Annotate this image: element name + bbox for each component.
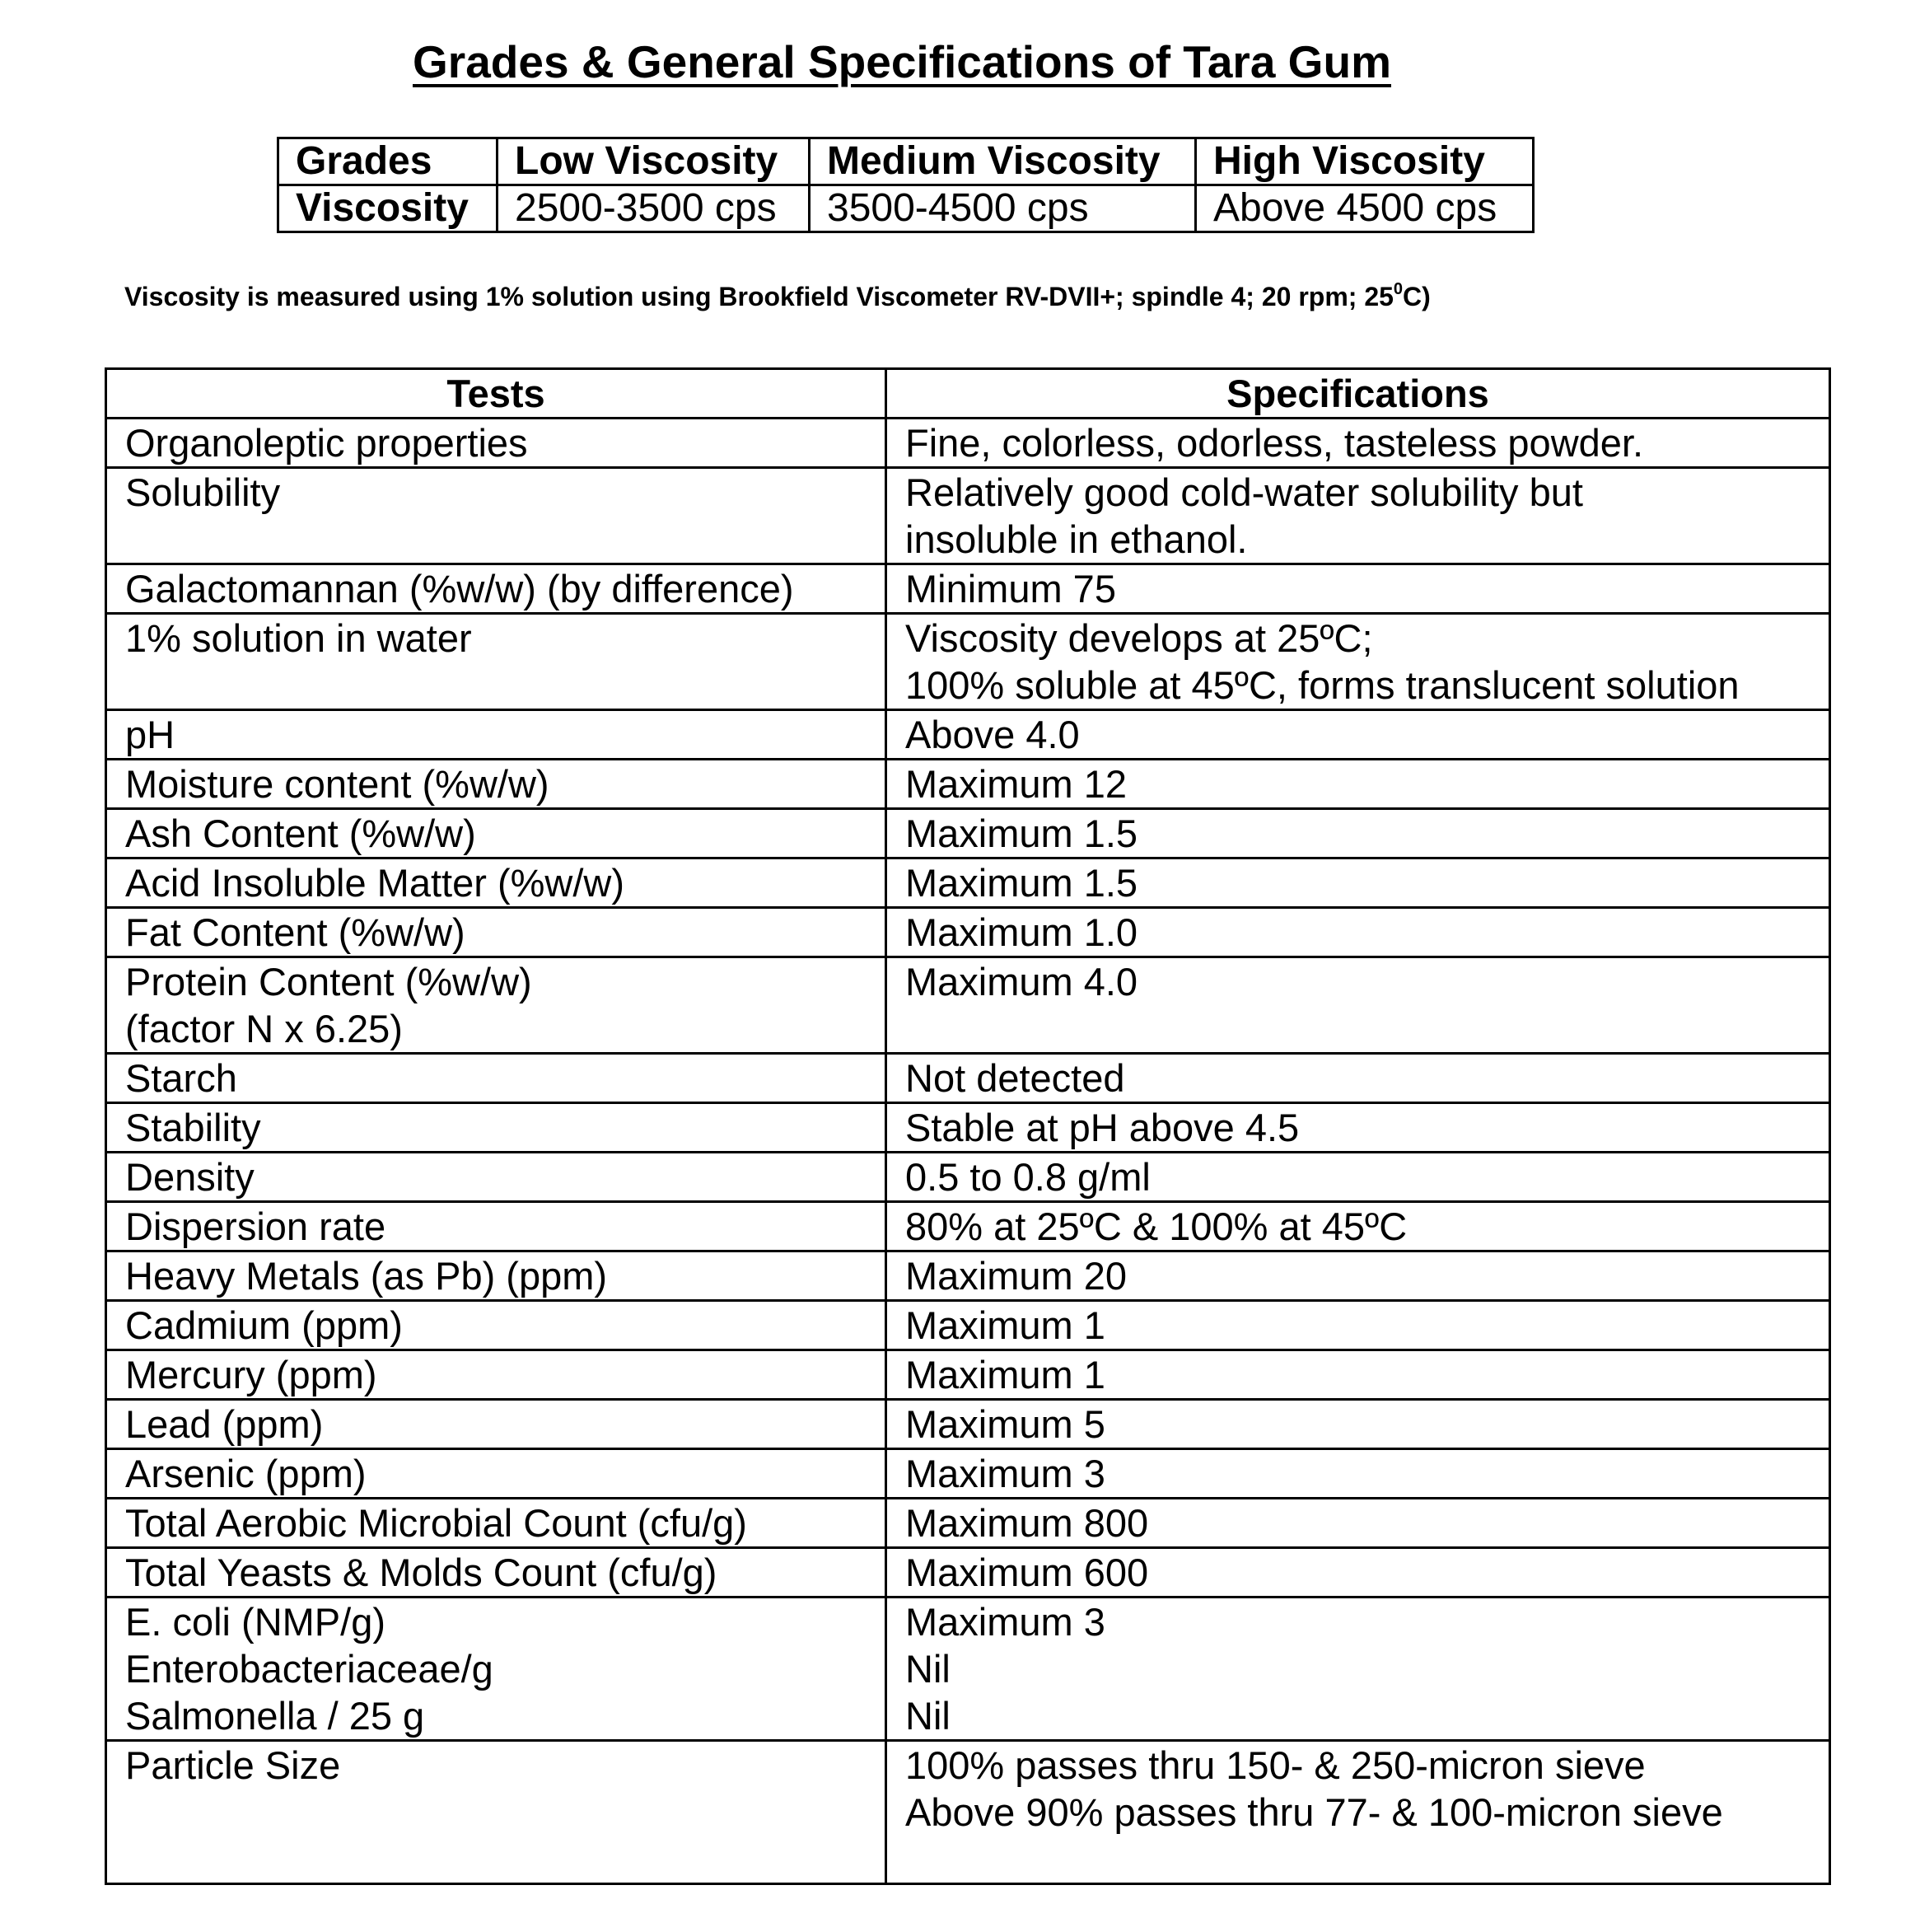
spec-cell [886, 1741, 1830, 1884]
table-row [106, 468, 1830, 564]
test-cell [106, 1400, 886, 1449]
test-cell [106, 1103, 886, 1153]
table-row [106, 1350, 1830, 1400]
spec-value: Stable at pH above 4.5 [905, 1106, 1300, 1149]
test-cell [106, 957, 886, 1054]
test-cell [106, 1350, 886, 1400]
spec-value: Viscosity develops at 25ºC; [905, 616, 1373, 660]
table-row [106, 1202, 1830, 1251]
table-row [106, 1548, 1830, 1598]
viscosity-row [278, 185, 1534, 232]
spec-cell [886, 809, 1830, 858]
test-cell [106, 1449, 886, 1499]
spec-value: Maximum 1.5 [905, 861, 1138, 905]
spec-cell [886, 1103, 1830, 1153]
table-row [106, 957, 1830, 1054]
spec-cell [886, 1449, 1830, 1499]
spec-value: Maximum 1.0 [905, 910, 1138, 954]
test-cell [106, 1741, 886, 1884]
spec-value: Nil [905, 1694, 951, 1738]
test-name: pH [125, 713, 175, 756]
spec-value: Maximum 1 [905, 1303, 1105, 1347]
test-name: Total Aerobic Microbial Count (cfu/g) [125, 1501, 747, 1545]
test-cell [106, 468, 886, 564]
test-name: Particle Size [125, 1743, 341, 1787]
test-name: Galactomannan (%w/w) (by difference) [125, 567, 794, 610]
spec-value: 100% soluble at 45ºC, forms translucent solution [905, 663, 1740, 707]
spec-value: 80% at 25ºC & 100% at 45ºC [905, 1205, 1408, 1248]
spec-header-row [106, 369, 1830, 419]
test-cell [106, 858, 886, 908]
spec-cell [886, 468, 1830, 564]
test-name: Protein Content (%w/w) [125, 960, 532, 1003]
table-row [106, 1251, 1830, 1301]
test-name: Solubility [125, 470, 281, 514]
spec-cell [886, 908, 1830, 957]
spec-value: Maximum 3 [905, 1600, 1105, 1644]
test-name: Heavy Metals (as Pb) (ppm) [125, 1254, 608, 1298]
spec-cell [886, 1153, 1830, 1202]
test-name: Organoleptic properties [125, 421, 528, 465]
viscosity-note [124, 280, 1431, 313]
spec-value: Not detected [905, 1056, 1125, 1100]
table-row [106, 710, 1830, 760]
note-superscript: 0 [1393, 280, 1404, 298]
spec-value: Above 4.0 [905, 713, 1080, 756]
test-cell [106, 1598, 886, 1741]
spec-cell [886, 1251, 1830, 1301]
test-name: Dispersion rate [125, 1205, 386, 1248]
table-row [106, 1054, 1830, 1103]
note-text: Viscosity is measured using 1% solution using Brookfield Viscometer RV-DVII+; spindle 4; 20 rpm; 25 [124, 282, 1394, 311]
viscosity-value-cell: 3500-4500 cps [810, 185, 1196, 232]
test-name: Starch [125, 1056, 237, 1100]
test-name: Total Yeasts & Molds Count (cfu/g) [125, 1551, 717, 1594]
spec-cell [886, 1499, 1830, 1548]
table-row [106, 858, 1830, 908]
test-cell [106, 419, 886, 468]
table-row [106, 1400, 1830, 1449]
grades-header-cell: Low Viscosity [498, 138, 810, 185]
spec-value: Fine, colorless, odorless, tasteless powder. [905, 421, 1644, 465]
spec-value: Nil [905, 1647, 951, 1691]
table-row [106, 614, 1830, 710]
test-name: Ash Content (%w/w) [125, 812, 476, 855]
viscosity-value-cell: Above 4500 cps [1196, 185, 1534, 232]
viscosity-label-cell: Viscosity [278, 185, 498, 232]
spec-value: Maximum 1.5 [905, 812, 1138, 855]
spec-cell [886, 1548, 1830, 1598]
table-row [106, 564, 1830, 614]
test-cell [106, 908, 886, 957]
spec-cell [886, 614, 1830, 710]
spec-value: Relatively good cold-water solubility but [905, 470, 1583, 514]
grades-header-cell: Medium Viscosity [810, 138, 1196, 185]
test-cell [106, 710, 886, 760]
test-cell [106, 614, 886, 710]
spec-value: Maximum 5 [905, 1402, 1105, 1446]
test-name: 1% solution in water [125, 616, 472, 660]
table-row [106, 809, 1830, 858]
spec-value: Maximum 4.0 [905, 960, 1138, 1003]
spec-cell [886, 957, 1830, 1054]
table-row [106, 760, 1830, 809]
spec-cell [886, 1400, 1830, 1449]
spec-cell [886, 564, 1830, 614]
test-cell [106, 1251, 886, 1301]
spec-cell [886, 1054, 1830, 1103]
test-cell [106, 809, 886, 858]
spec-table-body [106, 419, 1830, 1884]
spec-cell [886, 760, 1830, 809]
tests-header: Tests [106, 369, 886, 419]
grades-header-cell: High Viscosity [1196, 138, 1534, 185]
table-row [106, 1103, 1830, 1153]
table-row [106, 1499, 1830, 1548]
spec-value: insoluble in ethanol. [905, 517, 1248, 561]
test-name: Density [125, 1155, 255, 1199]
table-row [106, 1153, 1830, 1202]
viscosity-value-cell: 2500-3500 cps [498, 185, 810, 232]
specifications-header: Specifications [886, 369, 1830, 419]
spec-value: Maximum 20 [905, 1254, 1128, 1298]
test-name: Cadmium (ppm) [125, 1303, 403, 1347]
spec-cell [886, 858, 1830, 908]
table-row [106, 1449, 1830, 1499]
test-name: Salmonella / 25 g [125, 1694, 425, 1738]
spec-value: Maximum 1 [905, 1353, 1105, 1396]
spec-cell [886, 1598, 1830, 1741]
test-cell [106, 760, 886, 809]
specifications-table [105, 367, 1831, 1885]
grades-row [278, 138, 1534, 185]
grades-header-cell: Grades [278, 138, 498, 185]
table-row [106, 908, 1830, 957]
test-name: Arsenic (ppm) [125, 1452, 367, 1495]
spec-value: Maximum 600 [905, 1551, 1149, 1594]
test-name: (factor N x 6.25) [125, 1007, 403, 1050]
note-tail: C) [1403, 282, 1431, 311]
test-cell [106, 564, 886, 614]
table-row [106, 1301, 1830, 1350]
spec-value: Maximum 12 [905, 762, 1128, 806]
grades-table [277, 137, 1535, 233]
test-name: Enterobacteriaceae/g [125, 1647, 493, 1691]
test-name: Stability [125, 1106, 261, 1149]
test-cell [106, 1153, 886, 1202]
test-cell [106, 1499, 886, 1548]
test-cell [106, 1301, 886, 1350]
test-name: Mercury (ppm) [125, 1353, 377, 1396]
test-name: E. coli (NMP/g) [125, 1600, 385, 1644]
spec-value: Maximum 3 [905, 1452, 1105, 1495]
page-title: Grades & General Specifications of Tara Gum [413, 36, 1391, 87]
spec-cell [886, 1350, 1830, 1400]
spec-value: 0.5 to 0.8 g/ml [905, 1155, 1151, 1199]
table-row [106, 419, 1830, 468]
table-row [106, 1598, 1830, 1741]
test-cell [106, 1548, 886, 1598]
spec-cell [886, 1301, 1830, 1350]
spec-value: Minimum 75 [905, 567, 1116, 610]
spec-cell [886, 710, 1830, 760]
spec-cell [886, 1202, 1830, 1251]
test-name: Fat Content (%w/w) [125, 910, 465, 954]
test-name: Lead (ppm) [125, 1402, 324, 1446]
spec-value: Maximum 800 [905, 1501, 1149, 1545]
spec-cell [886, 419, 1830, 468]
test-name: Acid Insoluble Matter (%w/w) [125, 861, 624, 905]
spec-value: 100% passes thru 150- & 250-micron sieve [905, 1743, 1646, 1787]
test-name: Moisture content (%w/w) [125, 762, 549, 806]
test-cell [106, 1202, 886, 1251]
spec-value: Above 90% passes thru 77- & 100-micron sieve [905, 1790, 1723, 1834]
test-cell [106, 1054, 886, 1103]
table-row [106, 1741, 1830, 1884]
